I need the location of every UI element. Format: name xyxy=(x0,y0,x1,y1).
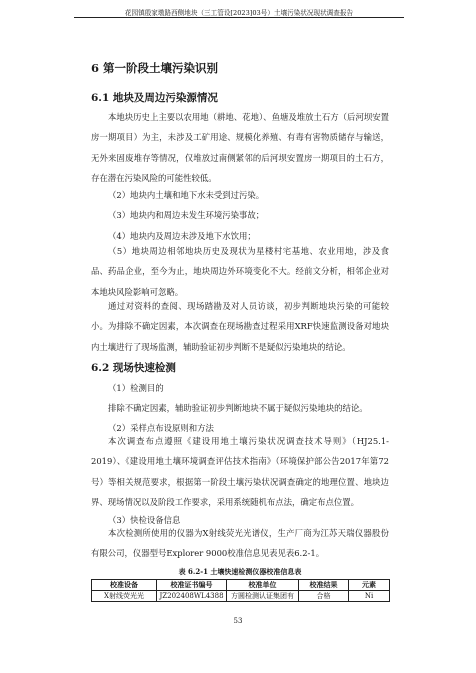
table-header-cell: 校准结果 xyxy=(299,580,349,591)
table-header-cell: 校准单位 xyxy=(227,580,299,591)
list-item-no-accident: （3）地块内和周边未发生环境污染事故； xyxy=(108,210,265,220)
subheading-sampling-principles: （2）采样点布设原则和方法 xyxy=(108,423,214,433)
section-6-2-heading: 6.2 现场快速检测 xyxy=(91,362,176,374)
table-cell: X射线荧光光 xyxy=(92,591,157,602)
subheading-detection-purpose: （1）检测目的 xyxy=(108,383,164,393)
table-header-cell: 校准证书编号 xyxy=(157,580,227,591)
subheading-device-info: （3）快检设备信息 xyxy=(108,515,181,525)
table-cell: 合格 xyxy=(299,591,349,602)
table-cell: JZ202408WL4388 xyxy=(157,591,227,602)
paragraph-xrf-verification: 通过对资料的查阅、现场踏勘及对人员访谈，初步判断地块污染的可能较小。为排除不确定因素，本次调查在现场勘查过程采用XRF快速监测设备对地块内土壤进行了现场监测，辅助验证初步判断不是疑似污染地块的结论。 xyxy=(91,301,389,352)
table-header-row xyxy=(92,580,390,591)
table-header-cell: 元素 xyxy=(349,580,390,591)
table-row xyxy=(92,591,390,602)
list-item-soil-groundwater: （2）地块内土壤和地下水未受到过污染。 xyxy=(108,190,265,200)
table-cell: Ni xyxy=(349,591,390,602)
paragraph-detection-purpose: 排除不确定因素，辅助验证初步判断地块不属于疑似污染地块的结论。 xyxy=(108,403,368,413)
list-item-no-drinking-water: （4）地块内及周边未涉及地下水饮用； xyxy=(108,231,256,241)
table-caption: 表 6.2-1 土壤快速检测仪器校准信息表 xyxy=(178,567,302,576)
paragraph-device-info: 本次检测所使用的仪器为X射线荧光光谱仪，生产厂商为江苏天瑞仪器股份有限公司，仪器型号Explorer 9000校准信息见表见表6.2-1。 xyxy=(91,528,389,559)
section-6-heading: 6 第一阶段土壤污染识别 xyxy=(91,61,219,75)
table-cell: 方圆检测认证集团有 xyxy=(227,591,299,602)
paragraph-surrounding-land: （5）地块周边相邻地块历史及现状为星楼村宅基地、农业用地，涉及食品、药品企业，至今为止，地块周边外环境变化不大。经前文分析，相邻企业对本地块风险影响可忽略。 xyxy=(91,246,389,297)
header-divider xyxy=(74,17,404,18)
section-6-1-heading: 6.1 地块及周边污染源情况 xyxy=(91,92,218,104)
paragraph-sampling-principles: 本次调查布点遵照《建设用地土壤污染状况调查技术导则》（HJ25.1-2019）、《建设用地土壤环境调查评估技术指南》（环境保护部公告2017年第72号）等相关规范要求，根据第一阶段土壤污染状况调查确定的地理位置、地块边界、现场情况以及阶段工作要求，采用系统随机布点法，确定布点位置。 xyxy=(91,436,389,507)
calibration-table xyxy=(91,579,390,602)
paragraph-site-history: 本地块历史上主要以农用地（耕地、花地）、鱼塘及堆放土石方（后河坝安置房一期项目）为主，未涉及工矿用途、规模化养殖、有毒有害物质储存与输送，无外来固废堆存等情况，仅堆放过南侧紧邻的后河坝安置房一期项目的土石方，存在潜在污染风险的可能性较低。 xyxy=(91,112,389,183)
running-header: 花园镇殷家墩路西侧地块（三工管设[2023]03号）土壤污染状况现状调查报告 xyxy=(124,9,354,17)
page-number: 53 xyxy=(233,617,243,625)
table-header-cell: 校准设备 xyxy=(92,580,157,591)
